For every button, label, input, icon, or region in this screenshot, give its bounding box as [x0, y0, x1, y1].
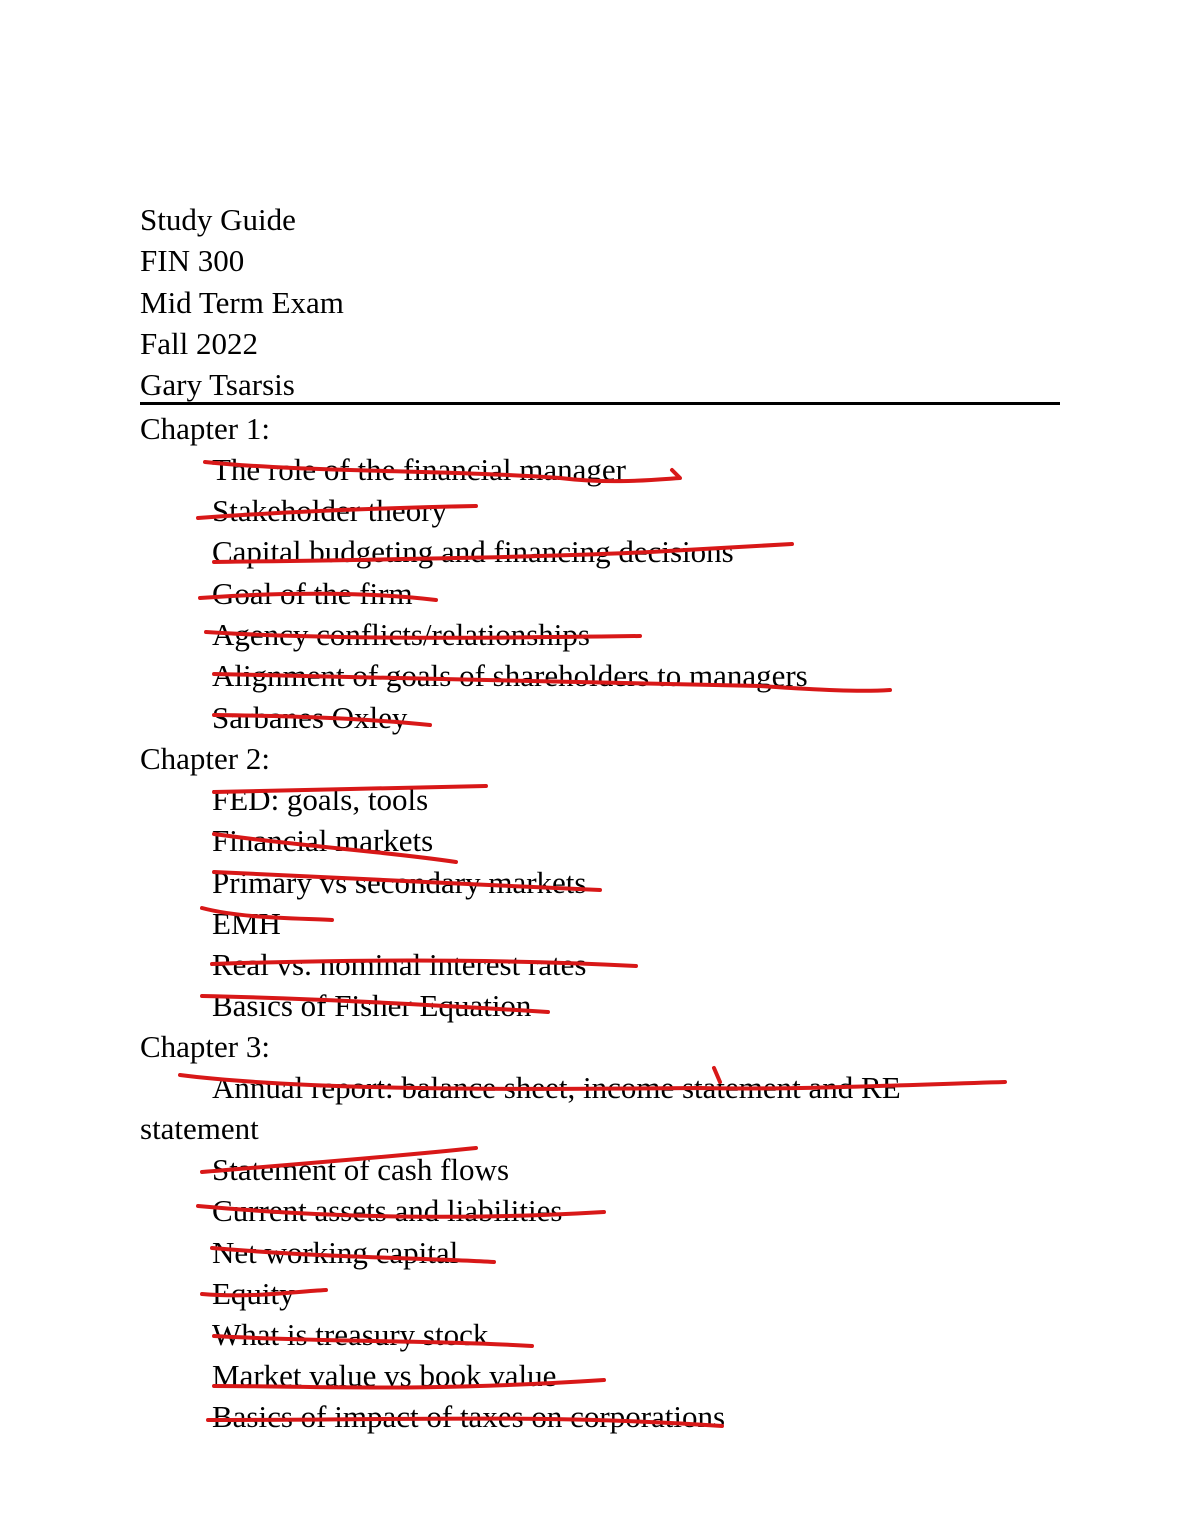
list-item: Capital budgeting and financing decisions: [212, 534, 734, 569]
list-item: EMH: [212, 906, 281, 941]
list-item: The role of the financial manager: [212, 452, 626, 487]
header-divider: [140, 402, 1060, 405]
list-item: Equity: [212, 1276, 295, 1311]
list-item: Stakeholder theory: [212, 493, 448, 528]
list-item: Real vs. nominal interest rates: [212, 947, 587, 982]
instructor-name: Gary Tsarsis: [140, 367, 295, 402]
list-item: Current assets and liabilities: [212, 1193, 563, 1228]
list-item: Basics of Fisher Equation: [212, 988, 532, 1023]
chapter-heading: Chapter 1:: [140, 411, 270, 446]
chapter-heading: Chapter 3:: [140, 1029, 270, 1064]
list-item: Annual report: balance sheet, income statement and RE: [212, 1070, 901, 1105]
list-item-continuation: statement: [140, 1111, 259, 1146]
list-item: Statement of cash flows: [212, 1152, 510, 1187]
list-item: Alignment of goals of shareholders to managers: [212, 658, 808, 693]
chapter-heading: Chapter 2:: [140, 741, 270, 776]
list-item: FED: goals, tools: [212, 782, 429, 817]
list-item: Agency conflicts/relationships: [212, 617, 590, 652]
exam-term: Fall 2022: [140, 326, 258, 361]
doc-title: Study Guide: [140, 202, 296, 237]
list-item: What is treasury stock: [212, 1317, 489, 1352]
list-item: Market value vs book value: [212, 1358, 557, 1393]
list-item: Goal of the firm: [212, 576, 413, 611]
list-item: Financial markets: [212, 823, 434, 858]
list-item: Primary vs secondary markets: [212, 865, 587, 900]
list-item: Basics of impact of taxes on corporations: [212, 1399, 726, 1434]
list-item: Net working capital: [212, 1235, 459, 1270]
list-item: Sarbanes Oxley: [212, 700, 408, 735]
course-code: FIN 300: [140, 243, 245, 278]
exam-name: Mid Term Exam: [140, 285, 344, 320]
